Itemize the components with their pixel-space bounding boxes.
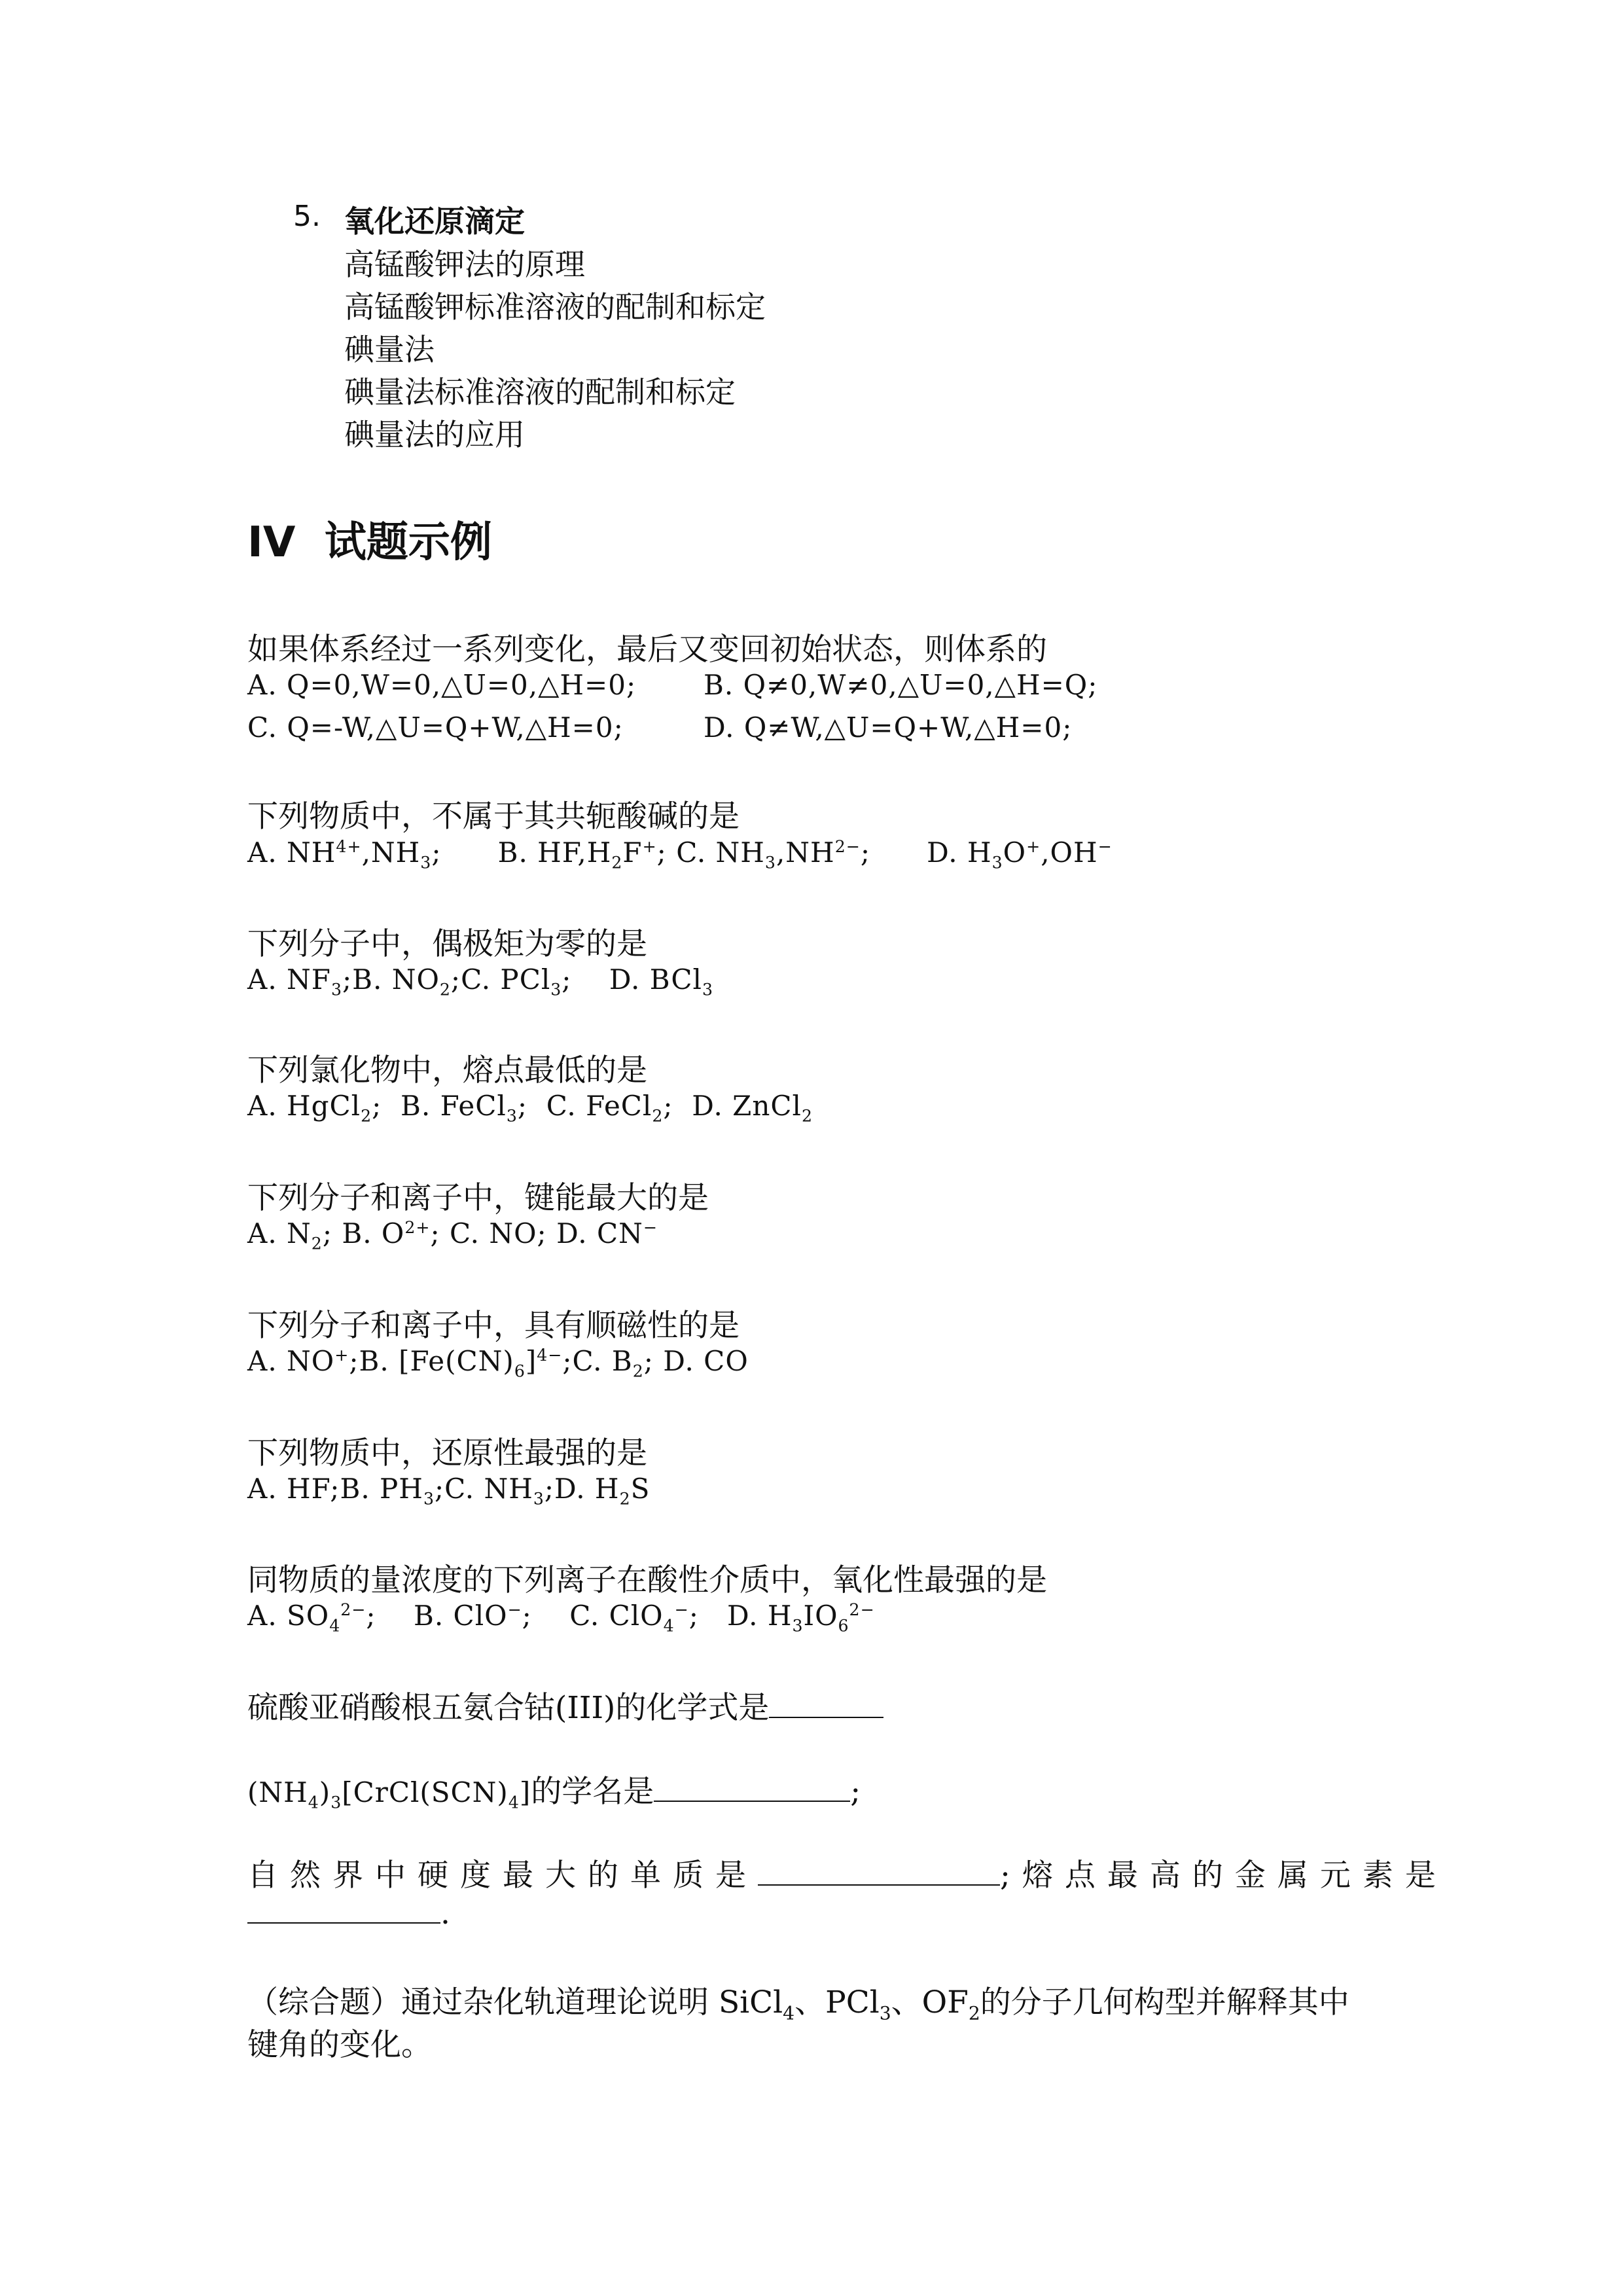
option-d-label: D. bbox=[554, 1473, 586, 1505]
question-stem: 如果体系经过一系列变化，最后又变回初始状态，则体系的 bbox=[247, 632, 1047, 668]
option-a-label: A. bbox=[247, 1217, 277, 1249]
answer-blank[interactable] bbox=[769, 1688, 883, 1718]
essay-question: （综合题）通过杂化轨道理论说明 SiCl$_4$、PCl$_3$、$OF_2$的分子几何构型并解释其中 bbox=[247, 1984, 1349, 2024]
question-stem: 的分子几何构型并解释其中 bbox=[980, 1984, 1349, 2020]
option-a-label: A. bbox=[247, 1600, 277, 1632]
option-a-label: A. bbox=[247, 836, 277, 869]
question-stem: （综合题）通过杂化轨道理论说明 SiCl bbox=[247, 1984, 783, 2020]
question-stem: 、OF bbox=[891, 1984, 969, 2020]
question-stem: 下列物质中，还原性最强的是 bbox=[247, 1435, 647, 1471]
option-b-label: B. bbox=[359, 1345, 389, 1377]
option-c-label: C. bbox=[572, 1345, 603, 1377]
question-stem: 硫酸亚硝酸根五氨合钴(III)的化学式是 bbox=[247, 1690, 770, 1726]
answer-blank[interactable] bbox=[654, 1772, 850, 1802]
question-stem: 下列物质中，不属于其共轭酸碱的是 bbox=[247, 798, 740, 834]
option-b-label: B. bbox=[413, 1600, 444, 1632]
question-stem: 下列分子和离子中，具有顺磁性的是 bbox=[247, 1308, 740, 1344]
answer-blank[interactable] bbox=[758, 1856, 1000, 1886]
option-c-label: C. bbox=[461, 963, 491, 996]
option-d-label: D. bbox=[663, 1345, 694, 1377]
option-d-label: D. bbox=[556, 1217, 588, 1249]
option-d: D. Q≠W,△U=Q+W,△H=0; bbox=[704, 711, 1073, 744]
question-stem: 下列氯化物中，熔点最低的是 bbox=[247, 1052, 647, 1088]
option-a-label: A. bbox=[247, 1473, 277, 1505]
section-title: 氧化还原滴定 bbox=[344, 204, 525, 239]
option-c: C. Q=-W,△U=Q+W,△H=0; bbox=[247, 711, 624, 744]
question-stem: 自然界中硬度最大的单质是 bbox=[247, 1857, 758, 1893]
option-c-label: C. bbox=[444, 1473, 475, 1505]
option-d-label: D. bbox=[692, 1090, 723, 1122]
option-a-label: A. bbox=[247, 963, 277, 996]
option-a: A. Q=0,W=0,△U=0,△H=0; bbox=[247, 669, 637, 701]
question-options: A. HF;B. $PH_3;C$. $NH_3;D$. $H_2S$ bbox=[247, 1473, 651, 1509]
option-d-label: D. bbox=[726, 1600, 758, 1632]
option-b: B. Q≠0,W≠0,△U=0,△H=Q; bbox=[704, 669, 1098, 701]
question-stem: 下列分子和离子中，键能最大的是 bbox=[247, 1180, 709, 1216]
option-c-label: C. bbox=[676, 836, 707, 869]
option-c-label: C. bbox=[450, 1217, 480, 1249]
question-stem-line2: 键角的变化。 bbox=[247, 2027, 432, 2063]
option-c-label: C. bbox=[569, 1600, 600, 1632]
section-item: 碘量法的应用 bbox=[344, 417, 525, 452]
option-d-label: D. bbox=[609, 963, 641, 996]
section-item: 碘量法标准溶液的配制和标定 bbox=[344, 374, 736, 410]
option-b-label: B. bbox=[401, 1090, 431, 1122]
section-number: 5. bbox=[293, 200, 321, 233]
fill-question bbox=[247, 1683, 883, 1727]
question-options: A. $SO_4^{2-}$; B. ClO−; C. ClO$_4$−; D. $H_3IO_6^{2-}$ bbox=[247, 1600, 875, 1636]
page-heading bbox=[247, 509, 492, 569]
option-a-label: A. bbox=[247, 1090, 277, 1122]
option-c-label: C. bbox=[546, 1090, 577, 1122]
section-item: 高锰酸钾法的原理 bbox=[344, 247, 585, 282]
answer-blank[interactable] bbox=[247, 1893, 440, 1924]
question-options: A. $NH^{4+},NH_3$; B. $HF,H_2F^+$; C. $NH_3,NH^{2-}$; D. $H_3O^+,OH^-$ bbox=[247, 836, 1113, 872]
option-b-label: B. bbox=[497, 836, 528, 869]
option-b-label: B. bbox=[352, 963, 383, 996]
question-stem: 同物质的量浓度的下列离子在酸性介质中，氧化性最强的是 bbox=[247, 1562, 1047, 1598]
option-d-label: D. bbox=[927, 836, 958, 869]
fill-question-cont bbox=[247, 1893, 450, 1931]
fill-question bbox=[247, 1767, 861, 1812]
question-options: A. NO+;B. $[Fe(CN)_6]^{4-};C$. $B_2$; D. CO bbox=[247, 1345, 749, 1381]
question-options: A. $N_2$; B. $O^{2+}$; C. NO; D. CN− bbox=[247, 1217, 658, 1253]
formula: $(NH_4)_3[CrCl(SCN)_4]$ bbox=[247, 1776, 531, 1812]
section-item: 高锰酸钾标准溶液的配制和标定 bbox=[344, 289, 766, 325]
section-item: 碘量法 bbox=[344, 332, 435, 367]
question-options: A. HgCl$_2$; B. FeCl$_3$; C. FeCl$_2$; D. ZnCl$_2$ bbox=[247, 1090, 813, 1126]
question-stem: ;熔点最高的金属元素是 bbox=[1000, 1857, 1448, 1893]
option-b-label: B. bbox=[342, 1217, 372, 1249]
question-stem: 的学名是 bbox=[531, 1774, 654, 1810]
question-end: . bbox=[440, 1895, 450, 1931]
question-end: ; bbox=[850, 1774, 861, 1810]
question-options: A. $NF_3;B$. $NO_2;C$. PCl$_3$; D. BCl$_3$ bbox=[247, 963, 713, 999]
fill-question bbox=[247, 1851, 1448, 1895]
question-stem: 下列分子中，偶极矩为零的是 bbox=[247, 926, 647, 962]
heading-title: 试题示例 bbox=[324, 518, 492, 567]
heading-roman: IV bbox=[247, 518, 296, 567]
option-a-label: A. bbox=[247, 1345, 277, 1377]
option-b-label: B. bbox=[340, 1473, 370, 1505]
question-stem: 、PCl bbox=[794, 1984, 880, 2020]
